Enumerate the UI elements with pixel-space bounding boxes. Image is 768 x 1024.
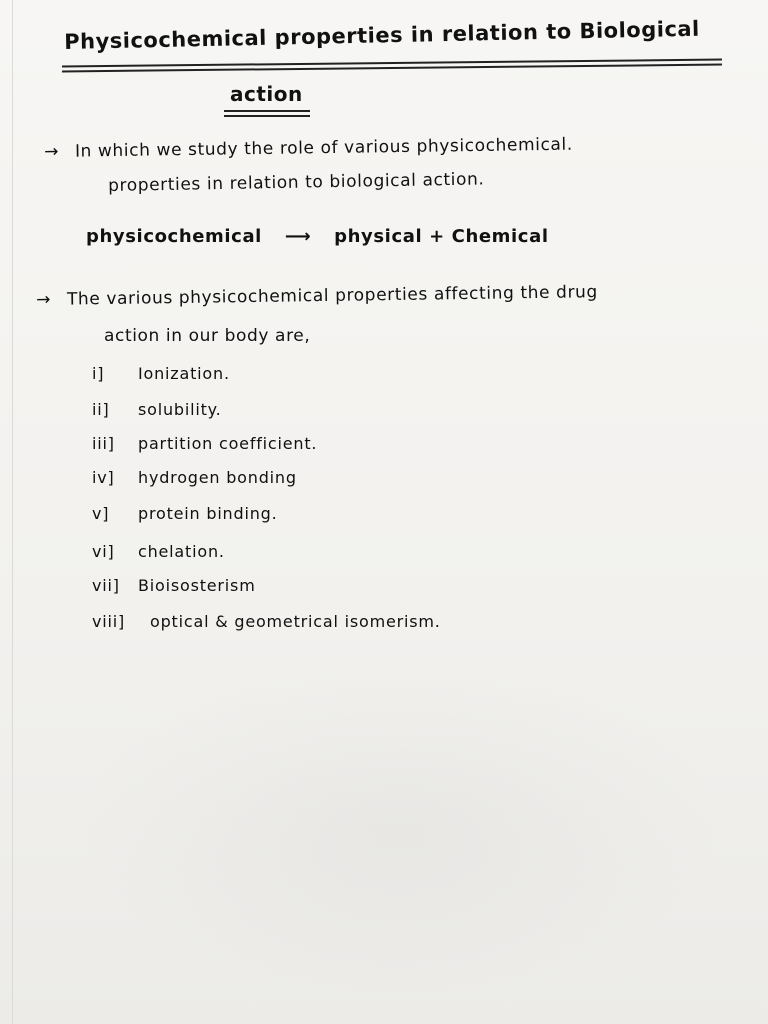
list-item (92, 576, 256, 595)
list-item-number: vii] (92, 576, 120, 595)
list-item-number: v] (92, 504, 110, 523)
list-item-text: protein binding. (138, 504, 278, 523)
list-item (92, 434, 317, 453)
intro-text-1: In which we study the role of various physicochemical. (74, 134, 573, 162)
margin-line (12, 0, 13, 1024)
arrow-icon: → (36, 289, 52, 310)
list-item-text: partition coefficient. (138, 434, 318, 453)
equation-line (86, 226, 549, 247)
list-item-number: vi] (92, 542, 115, 561)
list-item (92, 400, 222, 419)
list-item (92, 612, 441, 631)
equation-left: physicochemical (86, 226, 262, 247)
list-item (92, 542, 225, 561)
list-item-text: chelation. (138, 542, 225, 561)
list-item-number: iv] (92, 468, 115, 487)
list-item-text: Bioisosterism (138, 576, 256, 595)
page-subtitle: action (230, 82, 303, 106)
list-item-text: Ionization. (138, 364, 230, 383)
list-item-text: hydrogen bonding (138, 468, 297, 487)
intro-line-1 (44, 135, 573, 162)
list-intro-text-2: action in our body are, (104, 326, 311, 346)
list-intro-text-1: The various physicochemical properties affecting the drug (66, 282, 599, 310)
right-arrow-icon: ⟶ (284, 226, 312, 247)
list-item-text: solubility. (138, 400, 222, 419)
subtitle-underline (224, 110, 310, 112)
bleed-through-shadow (70, 660, 730, 1000)
list-item (92, 364, 230, 383)
list-item (92, 504, 278, 523)
equation-right: physical + Chemical (334, 226, 549, 247)
list-item-number: iii] (92, 434, 115, 453)
list-item-number: i] (92, 364, 105, 383)
page-title: Physicochemical properties in relation to Biological (64, 16, 701, 54)
intro-text-2: properties in relation to biological action. (108, 169, 485, 196)
list-item (92, 468, 297, 487)
list-item-text: optical & geometrical isomerism. (150, 612, 441, 631)
list-item-number: ii] (92, 400, 110, 419)
subtitle-underline-second (224, 115, 310, 117)
arrow-icon: → (44, 141, 60, 162)
list-intro-line-1 (36, 282, 598, 310)
list-item-number: viii] (92, 612, 126, 631)
